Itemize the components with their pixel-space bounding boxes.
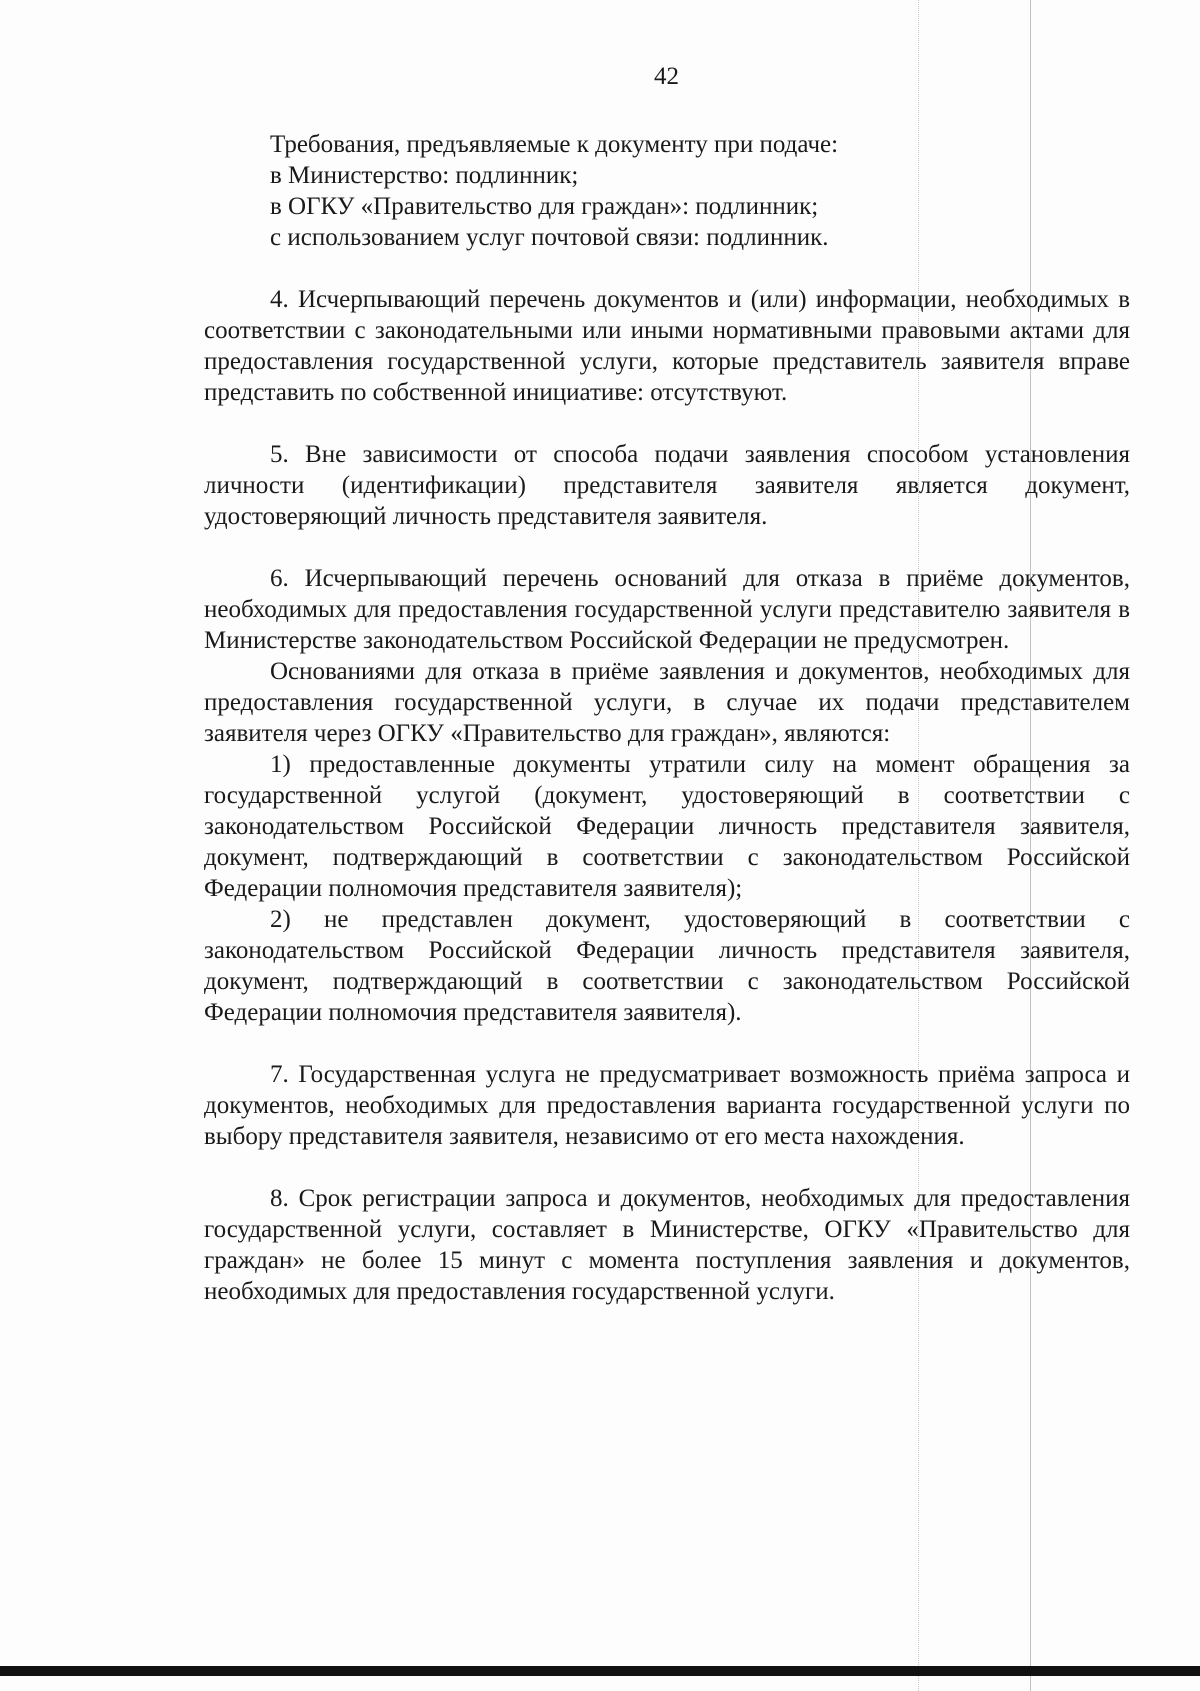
requirements-line: Требования, предъявляемые к документу при подаче: (270, 131, 839, 158)
requirements-line: с использованием услуг почтовой связи: подлинник. (270, 224, 829, 251)
page-number: 42 (654, 63, 679, 90)
section-6-item-1: 1) предоставленные документы утратили силу на момент обращения за государственной услугой (документ, удостоверяющий в соответствии с законодательством Российской Федерации личность представителя заявителя, документ, подтверждающий в соответствии с законодательством Российской Федерации полномочия представителя заявителя); (204, 751, 1130, 902)
paragraph-gap (204, 532, 1130, 563)
section-6-paragraph: 6. Исчерпывающий перечень оснований для отказа в приёме документов, необходимых для предоставления государственной услуги представителю заявителя в Министерстве законодательством Российской Федерации не предусмотрен. (204, 565, 1130, 654)
section-8-paragraph: 8. Срок регистрации запроса и документов, необходимых для предоставления государственной услуги, составляет в Министерстве, ОГКУ «Правительство для граждан» не более 15 минут с момента поступления заявления и документов, необходимых для предоставления государственной услуги. (204, 1185, 1130, 1305)
section-4-paragraph: 4. Исчерпывающий перечень документов и (или) информации, необходимых в соответствии с законодательными или иными нормативными правовыми актами для предоставления государственной услуги, которые представитель заявителя вправе представить по собственной инициативе: отсутствуют. (204, 286, 1130, 406)
scan-bottom-border (0, 1666, 1200, 1676)
paragraph-gap (204, 408, 1130, 439)
paragraph-gap (204, 1152, 1130, 1183)
requirements-line: в ОГКУ «Правительство для граждан»: подлинник; (270, 193, 819, 220)
paragraph-gap (204, 253, 1130, 284)
document-body (204, 129, 1130, 1307)
section-6-item-2: 2) не представлен документ, удостоверяющий в соответствии с законодательством Российской Федерации личность представителя заявителя, документ, подтверждающий в соответствии с законодательством Российской Федерации полномочия представителя заявителя). (204, 906, 1130, 1026)
requirements-line: в Министерство: подлинник; (270, 162, 579, 189)
paragraph-gap (204, 1028, 1130, 1059)
section-7-paragraph: 7. Государственная услуга не предусматривает возможность приёма запроса и документов, необходимых для предоставления варианта государственной услуги по выбору представителя заявителя, независимо от его места нахождения. (204, 1061, 1130, 1150)
section-6-grounds-paragraph: Основаниями для отказа в приёме заявления и документов, необходимых для предоставления государственной услуги, в случае их подачи представителем заявителя через ОГКУ «Правительство для граждан», являются: (204, 658, 1130, 747)
section-5-paragraph: 5. Вне зависимости от способа подачи заявления способом установления личности (идентификации) представителя заявителя является документ, удостоверяющий личность представителя заявителя. (204, 441, 1130, 530)
